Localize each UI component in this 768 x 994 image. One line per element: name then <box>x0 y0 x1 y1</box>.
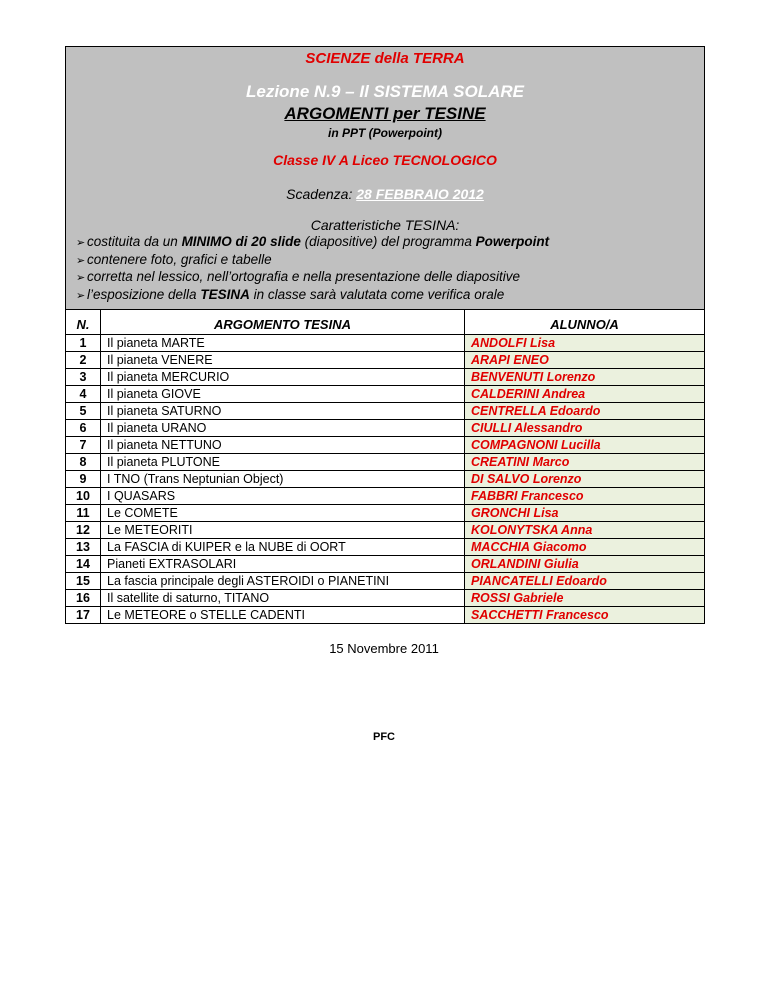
row-number: 17 <box>66 607 101 624</box>
row-topic: Il pianeta VENERE <box>101 352 465 369</box>
table-row <box>66 471 705 488</box>
row-topic: Le COMETE <box>101 505 465 522</box>
row-student: ANDOLFI Lisa <box>465 335 705 352</box>
column-header-number: N. <box>66 310 101 335</box>
arrow-bullet-icon: ➢ <box>76 254 86 267</box>
row-number: 2 <box>66 352 101 369</box>
row-student: ROSSI Gabriele <box>465 590 705 607</box>
header-panel <box>66 47 705 310</box>
row-student: ARAPI ENEO <box>465 352 705 369</box>
row-topic: La fascia principale degli ASTEROIDI o PIANETINI <box>101 573 465 590</box>
table-row <box>66 522 705 539</box>
table-row <box>66 607 705 624</box>
features-title: Caratteristiche TESINA: <box>310 217 460 233</box>
deadline-date: 28 FEBBRAIO 2012 <box>356 186 484 202</box>
table-row <box>66 403 705 420</box>
row-topic: I TNO (Trans Neptunian Object) <box>101 471 465 488</box>
table-row <box>66 420 705 437</box>
deadline-label: Scadenza: <box>286 186 357 202</box>
row-number: 10 <box>66 488 101 505</box>
format-note: in PPT (Powerpoint) <box>328 126 442 140</box>
table-row <box>66 488 705 505</box>
row-number: 8 <box>66 454 101 471</box>
row-number: 6 <box>66 420 101 437</box>
feature-item: ➢ costituita da un MINIMO di 20 slide (diapositive) del programma Powerpoint <box>76 234 549 252</box>
table-row <box>66 454 705 471</box>
document-date: 15 Novembre 2011 <box>329 641 439 656</box>
arrow-bullet-icon: ➢ <box>76 237 86 249</box>
row-number: 15 <box>66 573 101 590</box>
row-topic: Il pianeta SATURNO <box>101 403 465 420</box>
column-header-student: ALUNNO/A <box>465 310 705 335</box>
row-student: CALDERINI Andrea <box>465 386 705 403</box>
arrow-bullet-icon: ➢ <box>76 272 86 284</box>
topics-title: ARGOMENTI per TESINE <box>284 104 486 123</box>
column-header-topic: ARGOMENTO TESINA <box>101 310 465 335</box>
table-row <box>66 573 705 590</box>
signature: PFC <box>373 731 395 743</box>
row-number: 9 <box>66 471 101 488</box>
row-topic: Le METEORITI <box>101 522 465 539</box>
row-topic: Il pianeta URANO <box>101 420 465 437</box>
row-student: CIULLI Alessandro <box>465 420 705 437</box>
table-row <box>66 386 705 403</box>
row-number: 3 <box>66 369 101 386</box>
feature-item: ➢ contenere foto, grafici e tabelle <box>76 252 549 270</box>
table-row <box>66 505 705 522</box>
row-student: SACCHETTI Francesco <box>465 607 705 624</box>
table-row <box>66 335 705 352</box>
row-student: CREATINI Marco <box>465 454 705 471</box>
row-student: DI SALVO Lorenzo <box>465 471 705 488</box>
table-row <box>66 437 705 454</box>
row-topic: I QUASARS <box>101 488 465 505</box>
table-row <box>66 352 705 369</box>
row-number: 7 <box>66 437 101 454</box>
table-row <box>66 539 705 556</box>
row-student: MACCHIA Giacomo <box>465 539 705 556</box>
table-row <box>66 556 705 573</box>
table-body <box>66 335 705 624</box>
row-topic: Le METEORE o STELLE CADENTI <box>101 607 465 624</box>
lesson-title: Lezione N.9 – Il SISTEMA SOLARE <box>245 82 525 101</box>
row-topic: Il pianeta MARTE <box>101 335 465 352</box>
feature-item: ➢ l’esposizione della TESINA in classe sarà valutata come verifica orale <box>76 287 549 305</box>
row-student: FABBRI Francesco <box>465 488 705 505</box>
row-topic: La FASCIA di KUIPER e la NUBE di OORT <box>101 539 465 556</box>
column-header-row <box>66 310 705 335</box>
table-row <box>66 590 705 607</box>
arrow-bullet-icon: ➢ <box>76 289 86 302</box>
row-number: 14 <box>66 556 101 573</box>
row-number: 5 <box>66 403 101 420</box>
row-number: 13 <box>66 539 101 556</box>
deadline <box>66 186 704 202</box>
row-number: 11 <box>66 505 101 522</box>
row-number: 1 <box>66 335 101 352</box>
row-student: GRONCHI Lisa <box>465 505 705 522</box>
row-student: CENTRELLA Edoardo <box>465 403 705 420</box>
class-label: Classe IV A Liceo TECNOLOGICO <box>273 152 497 168</box>
row-topic: Il satellite di saturno, TITANO <box>101 590 465 607</box>
row-topic: Il pianeta PLUTONE <box>101 454 465 471</box>
row-number: 4 <box>66 386 101 403</box>
row-number: 16 <box>66 590 101 607</box>
row-student: ORLANDINI Giulia <box>465 556 705 573</box>
row-topic: Pianeti EXTRASOLARI <box>101 556 465 573</box>
row-student: PIANCATELLI Edoardo <box>465 573 705 590</box>
row-student: COMPAGNONI Lucilla <box>465 437 705 454</box>
row-topic: Il pianeta NETTUNO <box>101 437 465 454</box>
table-row <box>66 369 705 386</box>
row-topic: Il pianeta MERCURIO <box>101 369 465 386</box>
row-student: KOLONYTSKA Anna <box>465 522 705 539</box>
row-student: BENVENUTI Lorenzo <box>465 369 705 386</box>
subject-title: SCIENZE della TERRA <box>305 50 465 67</box>
row-number: 12 <box>66 522 101 539</box>
feature-item: ➢ corretta nel lessico, nell’ortografia e nella presentazione delle diapositive <box>76 269 549 287</box>
features-list <box>76 234 549 304</box>
assignment-table <box>65 46 705 624</box>
row-topic: Il pianeta GIOVE <box>101 386 465 403</box>
